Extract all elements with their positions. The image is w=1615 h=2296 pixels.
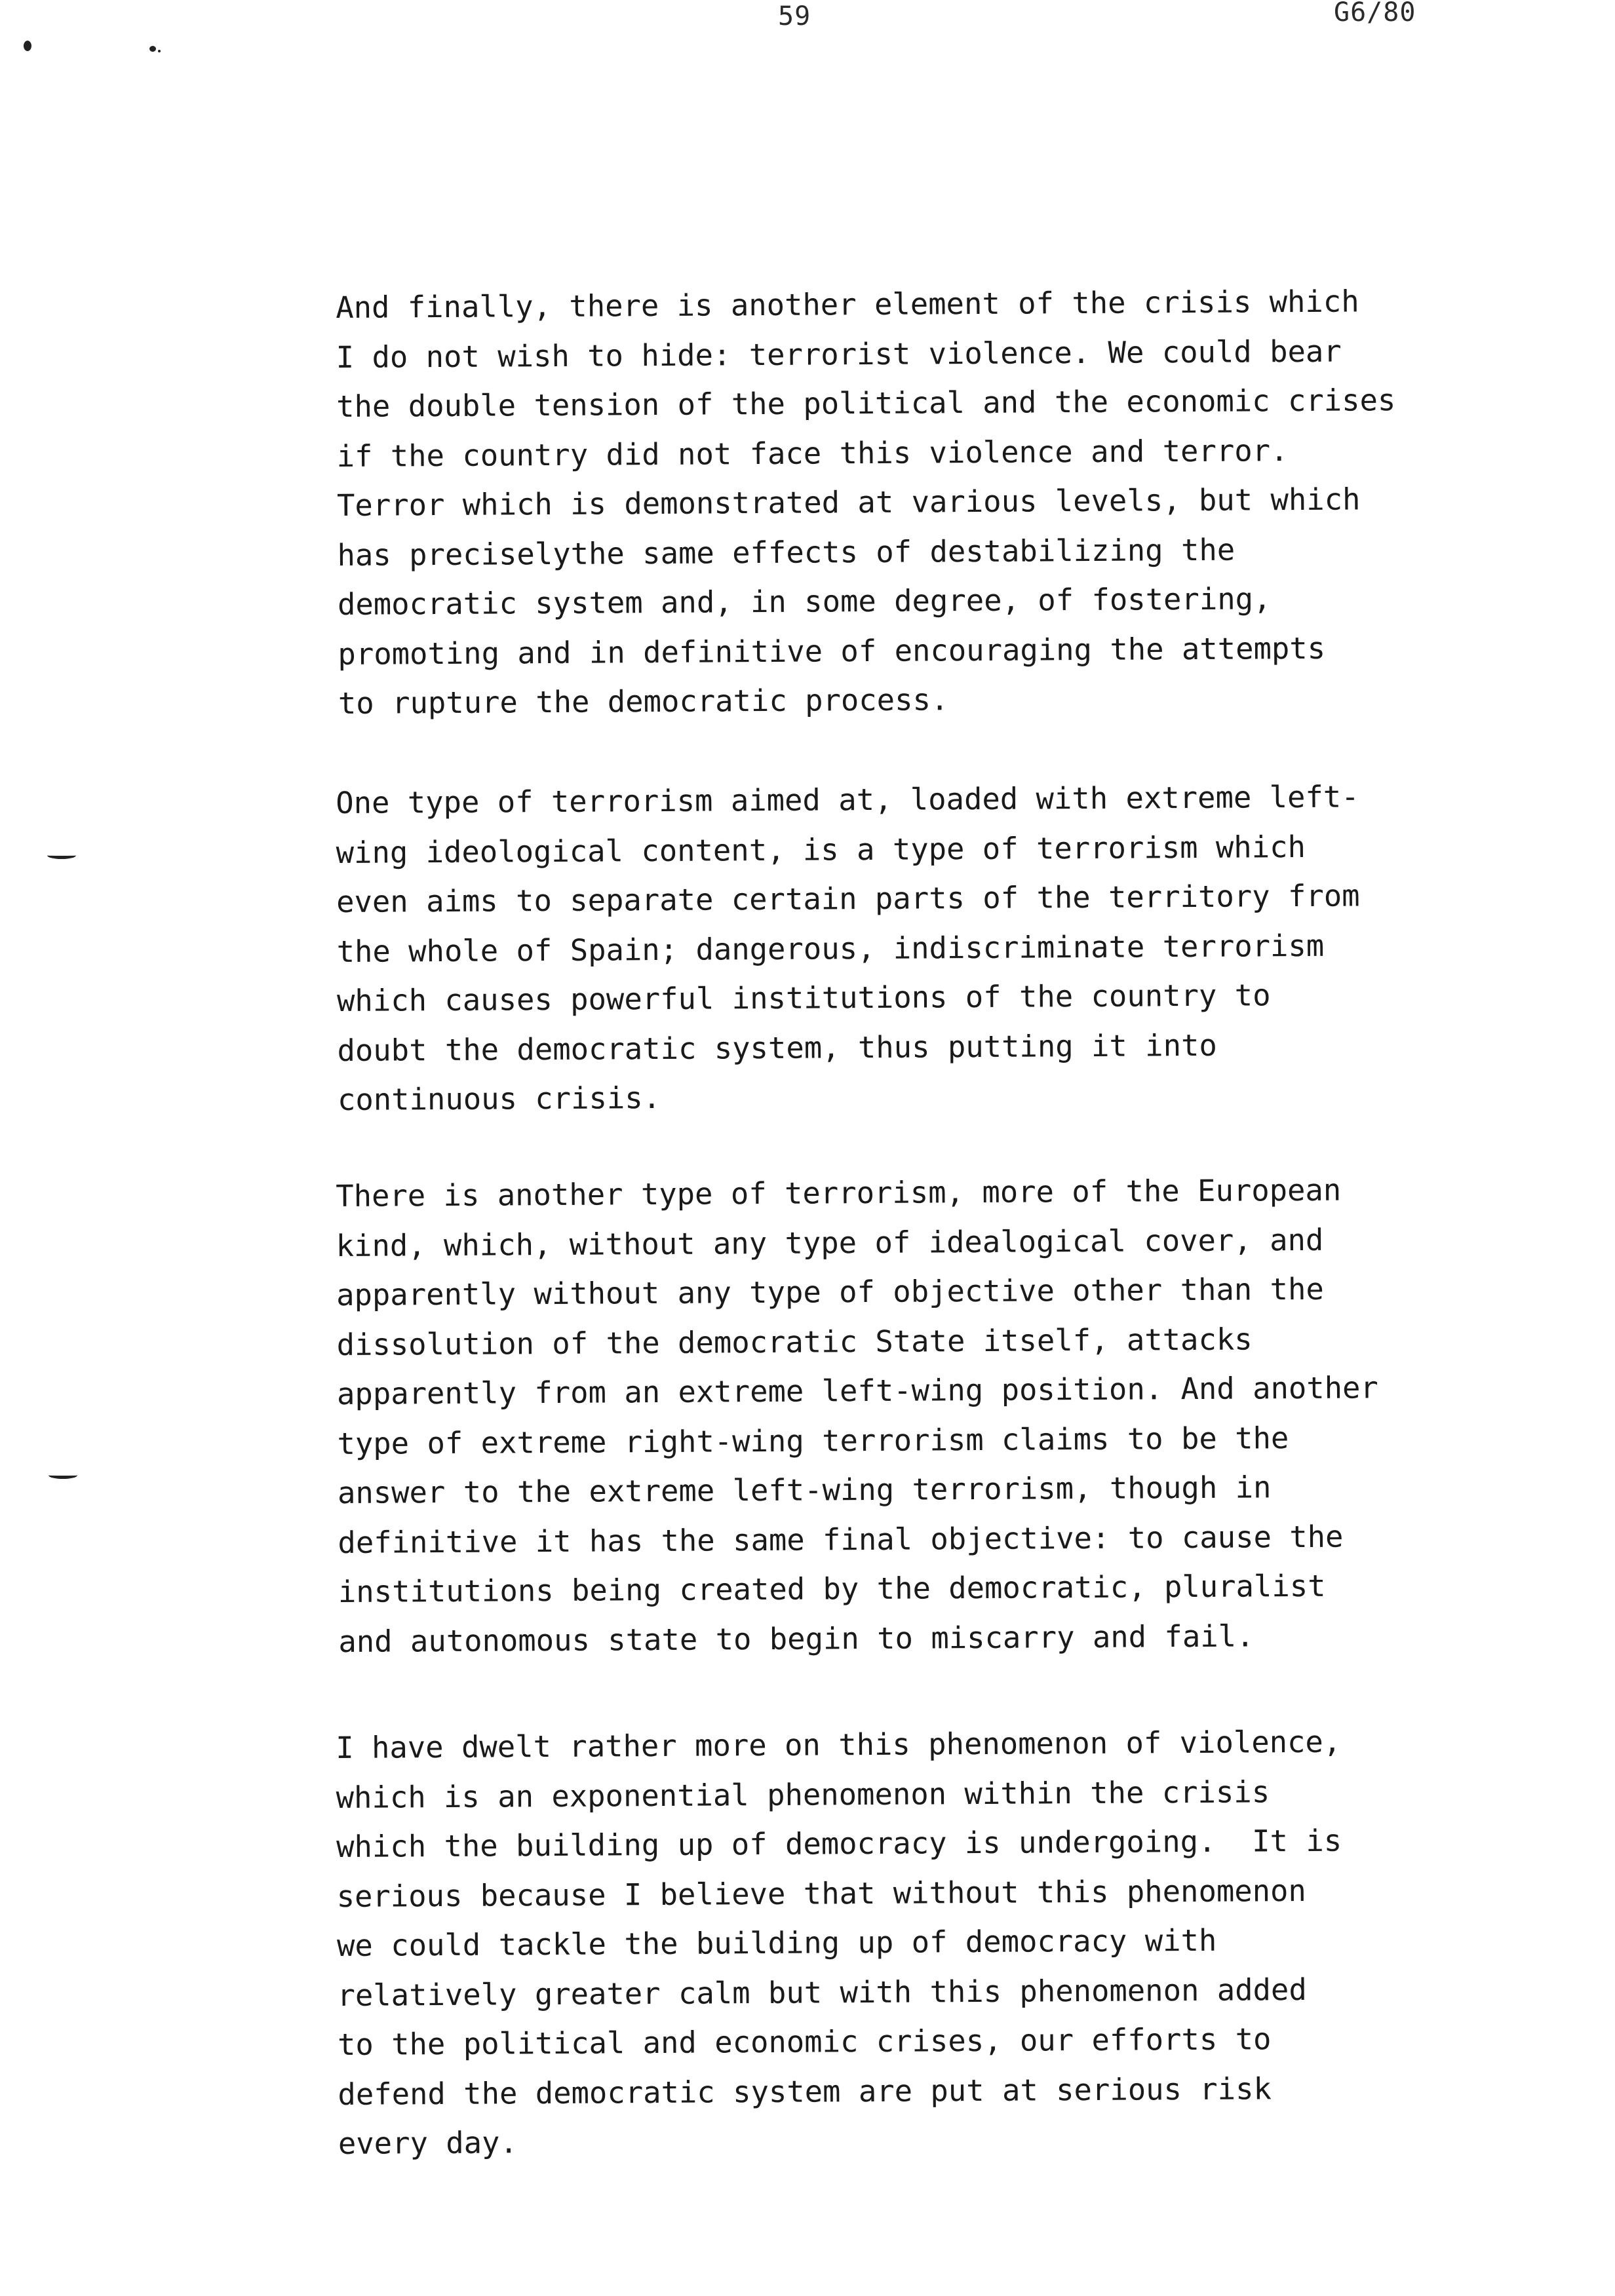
scan-speck — [24, 41, 31, 51]
page-number: 59 — [778, 1, 811, 31]
margin-dash-mark — [49, 1472, 77, 1479]
scan-speck — [158, 50, 161, 52]
scan-speck — [149, 46, 156, 52]
document-reference: G6/80 — [1334, 0, 1416, 28]
body-paragraph: There is another type of terrorism, more of the European kind, which, without any type of idealogical cover, and apparently without any type of objective other than the dissolution of the democratic State itself, attacks apparently from an extreme left-wing position. And another type of extreme right-wing terrorism claims to be the answer to the extreme left-wing terrorism, though in definitive it has the same final objective: to cause the institutions being created by the democratic, pluralist and autonomous state to begin to miscarry and fail. — [336, 1172, 1379, 1659]
body-paragraph: And finally, there is another element of the crisis which I do not wish to hide: terrorist violence. We could bear the double tension of the political and the economic crises if the country did not face this violence and terror. Terror which is demonstrated at various levels, but which has preciselythe same effects of destabilizing the democratic system and, in some degree, of fostering, promoting and in definitive of encouraging the attempts to rupture the democratic process. — [336, 284, 1396, 721]
margin-dash-mark — [47, 852, 76, 859]
body-paragraph: I have dwelt rather more on this phenomenon of violence, which is an exponential phenomenon within the crisis which the building up of democracy is undergoing. It is serious because I believe that without this phenomenon we could tackle the building up of democracy with relatively greater calm but with this phenomenon added to the political and economic crises, our efforts to defend the democratic system are put at serious risk every day. — [336, 1724, 1342, 2161]
body-paragraph: One type of terrorism aimed at, loaded with extreme left- wing ideological content, is a type of terrorism which even aims to separate certain parts of the territory from the whole of Spain; dangerous, indiscriminate terrorism which causes powerful institutions of the country to doubt the democratic system, thus putting it into continuous crisis. — [336, 779, 1360, 1117]
